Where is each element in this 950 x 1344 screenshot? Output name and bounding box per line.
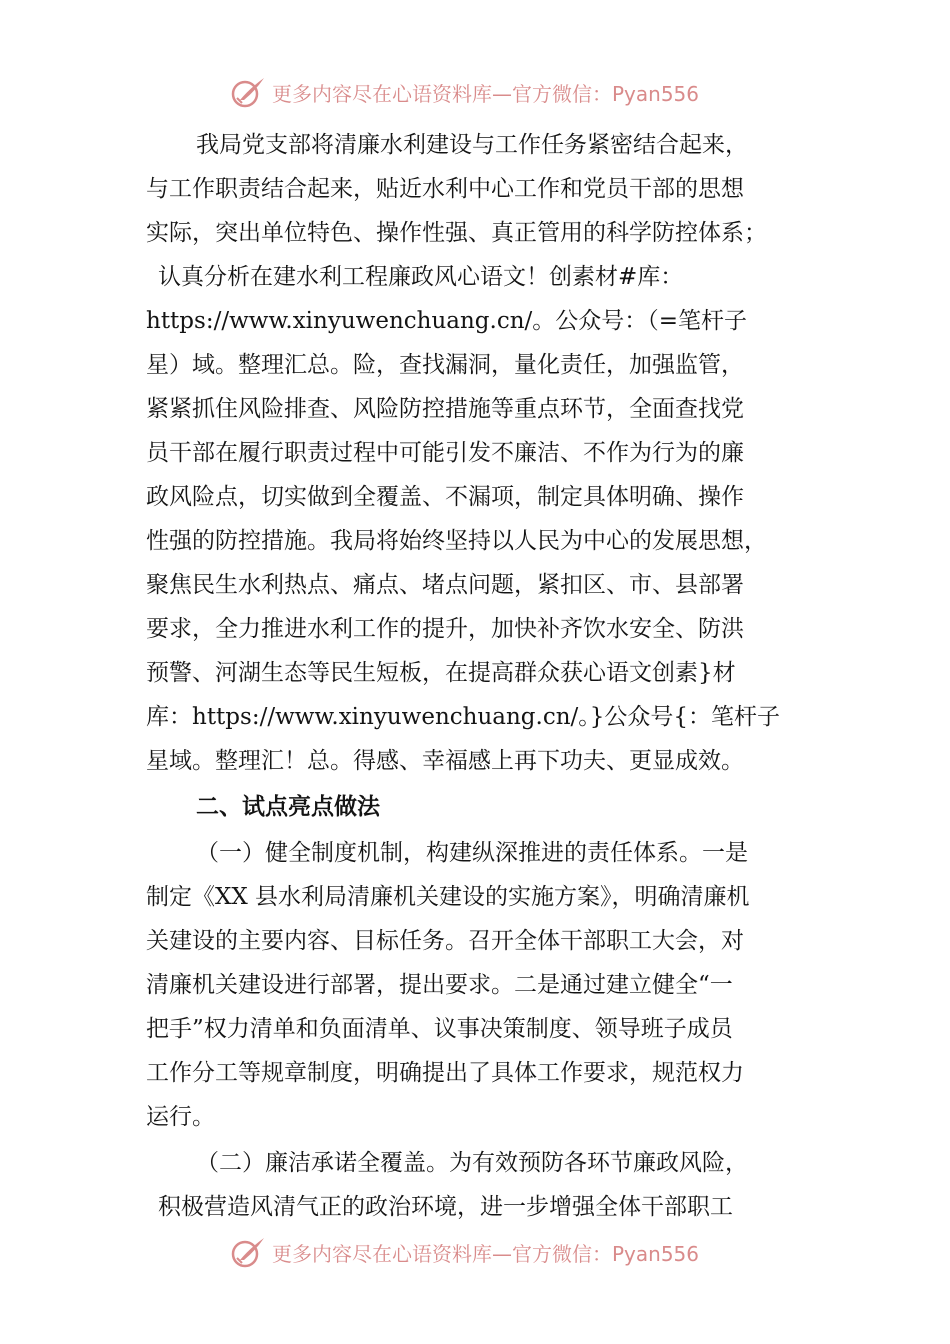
text-line: 性强的防控措施。我局将始终坚持以人民为中心的发展思想， <box>146 528 767 554</box>
text-line: 积极营造风清气正的政治环境，进一步增强全体干部职工 <box>158 1194 733 1220</box>
text-line: 工作分工等规章制度，明确提出了具体工作要求，规范权力 <box>146 1060 744 1086</box>
watermark-banner-bottom <box>0 1232 950 1272</box>
watermark-banner-top <box>0 72 950 112</box>
text-line: 紧紧抓住风险排查、风险防控措施等重点环节，全面查找党 <box>146 396 744 422</box>
text-line: 与工作职责结合起来，贴近水利中心工作和党员干部的思想 <box>146 176 744 202</box>
section-heading: 二、试点亮点做法 <box>196 794 380 820</box>
text-line: 清廉机关建设进行部署，提出要求。二是通过建立健全“一 <box>146 972 733 998</box>
text-line: 认真分析在建水利工程廉政风心语文！创素材#库： <box>158 264 684 290</box>
text-line: 制定《XX 县水利局清廉机关建设的实施方案》，明确清廉机 <box>146 884 750 910</box>
text-line: （一）健全制度机制，构建纵深推进的责任体系。一是 <box>196 840 748 866</box>
text-line: （二）廉洁承诺全覆盖。为有效预防各环节廉政风险， <box>196 1150 748 1176</box>
quill-logo-icon <box>230 74 268 110</box>
text-line: 员干部在履行职责过程中可能引发不廉洁、不作为行为的廉 <box>146 440 744 466</box>
text-line: 星）域。整理汇总。险，查找漏洞，量化责任，加强监管， <box>146 352 744 378</box>
text-line: 预警、河湖生态等民生短板，在提高群众获心语文创素}材 <box>146 660 736 686</box>
text-line: https://www.xinyuwenchuang.cn/。公众号：（=笔杆子 <box>146 308 748 334</box>
text-line: 实际，突出单位特色、操作性强、真正管用的科学防控体系； <box>146 220 767 246</box>
text-line: 库：https://www.xinyuwenchuang.cn/。}公众号{：笔杆子 <box>146 704 781 730</box>
text-line: 我局党支部将清廉水利建设与工作任务紧密结合起来， <box>196 132 748 158</box>
text-line: 运行。 <box>146 1104 215 1130</box>
text-line: 关建设的主要内容、目标任务。召开全体干部职工大会，对 <box>146 928 744 954</box>
text-line: 聚焦民生水利热点、痛点、堵点问题，紧扣区、市、县部署 <box>146 572 744 598</box>
watermark-text: 更多内容尽在心语资料库—官方微信：Pyan556 <box>272 1241 700 1266</box>
quill-logo-icon <box>230 1234 268 1270</box>
text-line: 要求，全力推进水利工作的提升，加快补齐饮水安全、防洪 <box>146 616 744 642</box>
watermark-text: 更多内容尽在心语资料库—官方微信：Pyan556 <box>272 81 700 106</box>
text-line: 政风险点，切实做到全覆盖、不漏项，制定具体明确、操作 <box>146 484 744 510</box>
text-line: 星域。整理汇！总。得感、幸福感上再下功夫、更显成效。 <box>146 748 744 774</box>
text-line: 把手”权力清单和负面清单、议事决策制度、领导班子成员 <box>146 1016 733 1042</box>
